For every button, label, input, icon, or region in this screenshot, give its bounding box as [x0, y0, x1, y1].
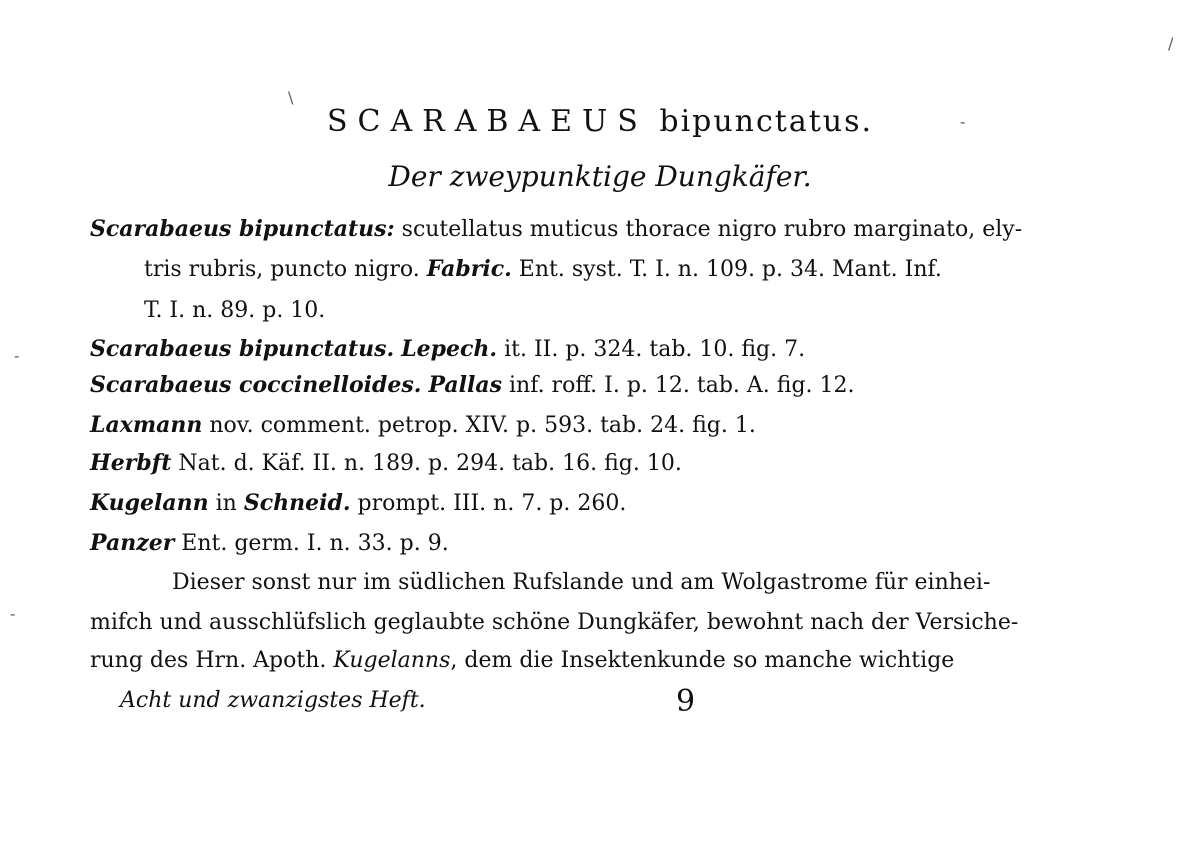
synonym-name: Scarabaeus coccinelloides.	[90, 372, 422, 398]
synonym-line-6	[90, 412, 756, 438]
synonym-author: Fabric.	[426, 256, 512, 282]
synonym-line-5	[90, 372, 855, 398]
synonym-name: Laxmann	[90, 412, 203, 438]
synonym-line-9	[90, 530, 449, 556]
synonym-name: Scarabaeus bipunctatus.	[90, 336, 395, 362]
synonym-name: Panzer	[90, 530, 175, 556]
synonym-name: Scarabaeus bipunctatus:	[90, 216, 395, 242]
synonym-line-2	[144, 256, 942, 282]
paragraph-line-1: Dieser sonst nur im südlichen Rufslande und am Wolgastrome für einhei-	[172, 570, 991, 595]
synonym-text: in	[208, 491, 244, 516]
synonym-ref: prompt. III. n. 7. p. 260.	[350, 491, 627, 516]
synonym-author: Schneid.	[243, 490, 351, 516]
synonym-text: T. I. n. 89. p. 10.	[144, 298, 326, 323]
synonym-text: scutellatus muticus thorace nigro rubro marginato, ely-	[394, 217, 1023, 242]
paragraph-text: rung des Hrn. Apoth.	[90, 648, 334, 673]
synonym-text: Nat. d. Käf. II. n. 189. p. 294. tab. 16. fig. 10.	[171, 451, 682, 476]
paragraph-line-2: mifch und ausschlüfslich geglaubte schöne Dungkäfer, bewohnt nach der Versiche-	[90, 610, 1019, 635]
synonym-author: Pallas	[428, 372, 503, 398]
paragraph-text: , dem die Insektenkunde so manche wichtige	[450, 648, 955, 673]
print-speck: -	[960, 112, 966, 131]
synonym-text: tris rubris, puncto nigro.	[144, 257, 427, 282]
title-genus: SCARABAEUS	[326, 104, 648, 139]
synonym-ref: Ent. syst. T. I. n. 109. p. 34. Mant. Inf.	[511, 257, 942, 282]
print-speck: \	[288, 88, 294, 107]
page-title	[0, 104, 1200, 139]
print-speck: -	[10, 604, 16, 623]
synonym-line-8	[90, 490, 626, 516]
synonym-name: Kugelann	[90, 490, 209, 516]
print-speck: -	[14, 346, 20, 365]
synonym-line-1	[90, 216, 1022, 242]
page-subtitle: Der zweypunktige Dungkäfer.	[388, 160, 812, 193]
page-number: 9	[676, 684, 696, 719]
title-species: bipunctatus.	[659, 104, 874, 139]
synonym-line-3	[144, 298, 325, 323]
synonym-name: Herbft	[90, 450, 172, 476]
print-speck: /	[1168, 34, 1174, 53]
paragraph-italic: Kugelanns	[333, 648, 451, 673]
synonym-line-7	[90, 450, 682, 476]
synonym-ref: inf. roff. I. p. 12. tab. A. fig. 12.	[502, 373, 855, 398]
synonym-line-4	[90, 336, 805, 362]
synonym-text: nov. comment. petrop. XIV. p. 593. tab. 24. fig. 1.	[202, 413, 756, 438]
synonym-ref: it. II. p. 324. tab. 10. fig. 7.	[497, 337, 806, 362]
synonym-text: Ent. germ. I. n. 33. p. 9.	[174, 531, 449, 556]
signature-mark: Acht und zwanzigstes Heft.	[120, 688, 426, 713]
synonym-author: Lepech.	[401, 336, 498, 362]
paragraph-line-3	[90, 648, 954, 673]
